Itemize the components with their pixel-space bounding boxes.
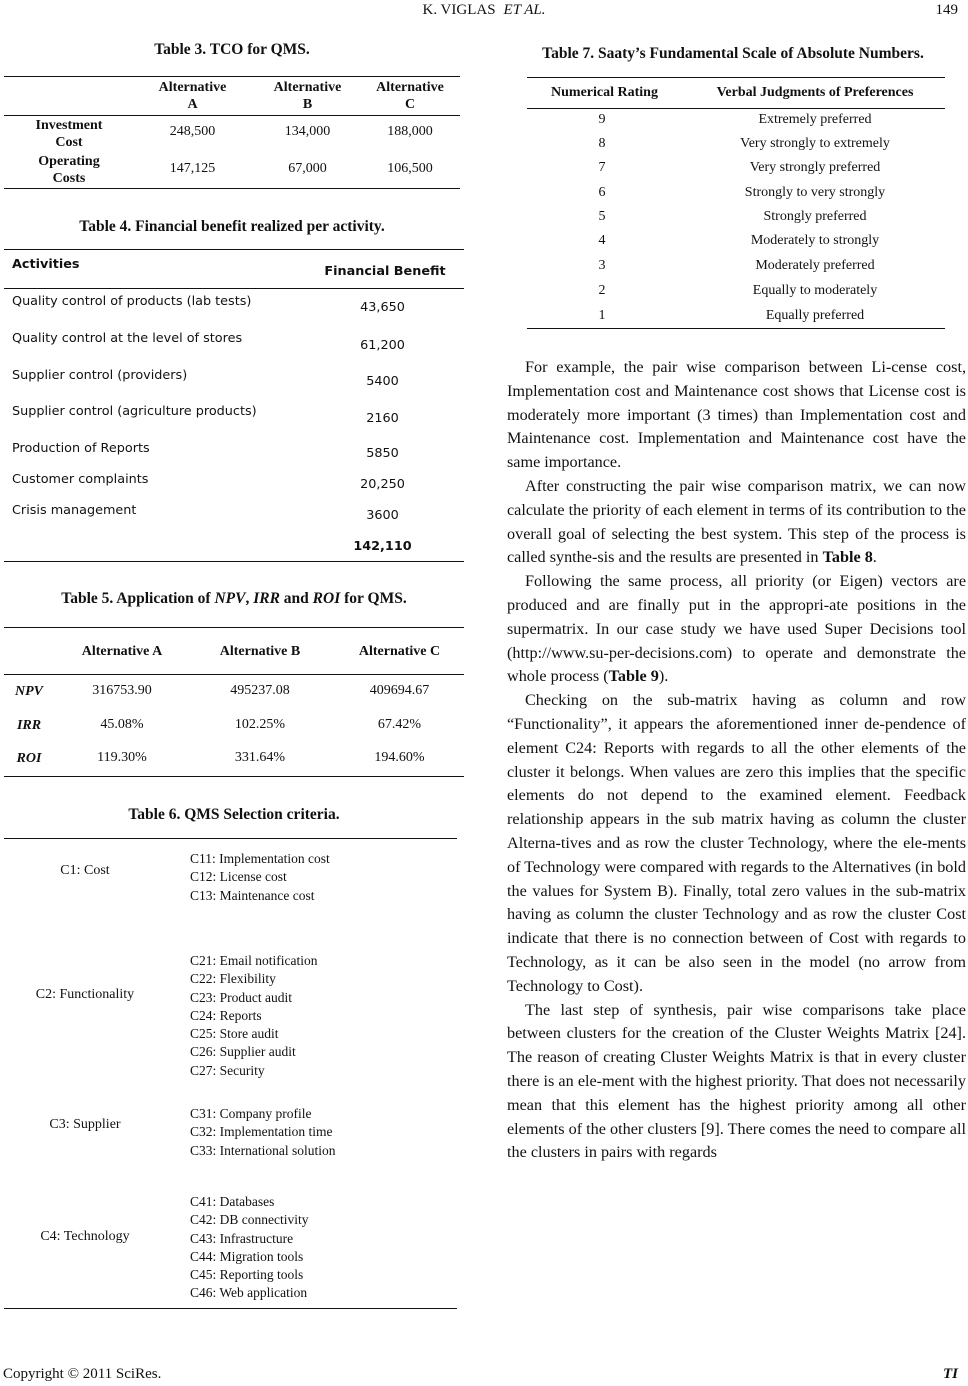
- criterion: C32: Implementation time: [190, 1124, 333, 1140]
- criterion: C42: DB connectivity: [190, 1212, 309, 1228]
- criterion: C33: International solution: [190, 1142, 336, 1158]
- page-number: 149: [935, 2, 958, 18]
- table-5-cell: 119.30%: [97, 750, 147, 765]
- table-4-activity: Customer complaints: [12, 472, 149, 487]
- table-3-cell: 248,500: [169, 124, 216, 139]
- table-7-verbal: Very strongly to extremely: [740, 136, 890, 151]
- criterion: C41: Databases: [190, 1194, 275, 1209]
- table-7-rating: 8: [598, 136, 606, 151]
- table-7-rating: 1: [598, 308, 606, 323]
- table-5-col: Alternative A: [81, 644, 163, 659]
- table-4-benefit: 3600: [366, 508, 399, 523]
- table-7-header-rule: [527, 108, 945, 109]
- table-7-rating: 3: [598, 258, 606, 273]
- table-7-verbal: Extremely preferred: [758, 112, 872, 127]
- table-7-col-rating: Numerical Rating: [551, 85, 658, 100]
- table-4-benefit: 61,200: [360, 338, 405, 353]
- table-4-caption: Table 4. Financial benefit realized per activity.: [79, 218, 385, 235]
- table-6-top-rule: [4, 838, 457, 839]
- table-6-group-name: C2: Functionality: [35, 987, 135, 1002]
- table-5-row-label: NPV: [15, 684, 43, 699]
- table-5-col: Alternative B: [219, 644, 301, 659]
- table-3-cell: 67,000: [288, 161, 327, 176]
- body-text: [507, 356, 966, 1165]
- copyright: Copyright © 2011 SciRes.: [3, 1366, 162, 1382]
- criterion: C45: Reporting tools: [190, 1267, 304, 1283]
- paragraph: After constructing the pair wise comparison matrix, we can now calculate the priority of each element in terms of its contribution to the overall goal of selecting the best system. This step of the process is called synthe-sis and the results are presented in Table 8.: [507, 476, 966, 567]
- table-4-activity: Supplier control (agriculture products): [12, 404, 257, 419]
- table-4-benefit: 2160: [366, 411, 399, 426]
- table-3-col-c: Alternative C: [376, 80, 444, 112]
- table-4-activity: Quality control of products (lab tests): [12, 294, 252, 309]
- table-3-row-label: Operating Costs: [38, 154, 100, 186]
- table-6-group-name: C3: Supplier: [49, 1117, 121, 1132]
- table-3-cell: 188,000: [387, 124, 433, 139]
- table-4-activity: Supplier control (providers): [12, 368, 188, 383]
- criterion: C22: Flexibility: [190, 971, 276, 987]
- table-6-bottom-rule: [4, 1308, 457, 1309]
- table-6-group-items: [190, 1193, 309, 1303]
- table-5-cell: 495237.08: [230, 683, 290, 698]
- table-4-benefit: 43,650: [360, 300, 405, 315]
- table-6-group-items: [190, 952, 317, 1080]
- criterion: C21: Email notification: [190, 953, 318, 968]
- table-3-cell: 134,000: [284, 124, 331, 139]
- table-4-bottom-rule: [4, 561, 464, 562]
- table-5-bottom-rule: [4, 776, 464, 777]
- table-5-row-label: ROI: [16, 751, 42, 766]
- table-5-cell: 67.42%: [377, 717, 422, 732]
- criterion: C44: Migration tools: [190, 1248, 304, 1264]
- criterion: C27: Security: [190, 1062, 265, 1078]
- table-5-cell: 316753.90: [92, 683, 152, 698]
- table-3-row-label: Investment Cost: [35, 118, 103, 150]
- table-6-group-name: C4: Technology: [40, 1229, 130, 1244]
- table-3-top-rule: [4, 76, 460, 77]
- criterion: C24: Reports: [190, 1007, 262, 1023]
- table-4-header-rule: [4, 288, 464, 289]
- table-4-activity: Quality control at the level of stores: [12, 331, 243, 346]
- table-7-rating: 6: [598, 185, 606, 200]
- journal-abbrev: TI: [943, 1366, 958, 1382]
- table-7-verbal: Moderately to strongly: [750, 233, 880, 248]
- table-7-verbal: Very strongly preferred: [749, 160, 881, 175]
- table-4-benefit: 5400: [366, 374, 399, 389]
- table-7-bottom-rule: [527, 328, 945, 329]
- table-6-group-items: [190, 850, 330, 905]
- table-7-rating: 5: [598, 209, 606, 224]
- table-ref: Table 9: [608, 667, 659, 686]
- table-3-cell: 147,125: [169, 161, 216, 176]
- table-3-col-a: Alternative A: [158, 80, 227, 112]
- table-7-caption: Table 7. Saaty’s Fundamental Scale of Absolute Numbers.: [542, 45, 924, 62]
- table-4-benefit: 5850: [366, 446, 399, 461]
- table-5-cell: 409694.67: [369, 683, 430, 698]
- table-5-col: Alternative C: [358, 644, 441, 659]
- table-5-header-rule: [4, 674, 464, 675]
- table-5-cell: 331.64%: [234, 750, 286, 765]
- table-7-rating: 7: [598, 160, 606, 175]
- paragraph: Following the same process, all priority (or Eigen) vectors are produced and are finally put in the appropri-ate positions in the supermatrix. In our case study we have used Super Decisions tool (http://www.su-per-decisions.com) to operate and demonstrate the whole process (Table 9).: [507, 572, 966, 686]
- criterion: C23: Product audit: [190, 989, 292, 1005]
- table-4-col-benefit: Financial Benefit: [324, 264, 446, 279]
- table-7-verbal: Strongly preferred: [763, 209, 867, 224]
- table-5-top-rule: [4, 627, 464, 628]
- criterion: C13: Maintenance cost: [190, 887, 315, 903]
- paragraph: The last step of synthesis, pair wise comparisons take place between clusters for the creation of the Cluster Weights Matrix [24]. The reason of creating Cluster Weights Matrix is that in every cluster there is an ele-ment with the highest priority. That does not necessarily mean that this element has the highest priority among all other elements of the other clusters [9]. There comes the need to compare all the clusters in pairs with regards: [507, 1000, 966, 1162]
- table-4-total: 142,110: [353, 539, 412, 554]
- table-4-activity: Production of Reports: [12, 441, 150, 456]
- criterion: C26: Supplier audit: [190, 1044, 296, 1060]
- paragraph: For example, the pair wise comparison between Li-cense cost, Implementation cost and Maintenance cost shows that License cost is moderately more important (3 times) than Implementation cost and Maintenance cost. Implementation and Maintenance cost have the same importance.: [507, 358, 966, 472]
- table-4-benefit: 20,250: [360, 477, 405, 492]
- table-ref: Table 8: [822, 548, 873, 567]
- running-header: [0, 2, 968, 19]
- table-3-cell: 106,500: [387, 161, 433, 176]
- table-3-caption: Table 3. TCO for QMS.: [154, 41, 310, 58]
- table-7-verbal: Moderately preferred: [755, 258, 875, 273]
- criterion: C46: Web application: [190, 1285, 308, 1301]
- table-5-cell: 45.08%: [100, 717, 144, 732]
- table-6-caption: Table 6. QMS Selection criteria.: [128, 806, 340, 823]
- table-3-bottom-rule: [4, 188, 460, 189]
- table-5-cell: 102.25%: [234, 717, 286, 732]
- criterion: C25: Store audit: [190, 1026, 279, 1042]
- table-6-group-items: [190, 1105, 335, 1160]
- table-3-header-rule: [4, 115, 460, 116]
- table-4-col-activities: Activities: [12, 257, 80, 272]
- criterion: C11: Implementation cost: [190, 851, 330, 866]
- table-7-top-rule: [527, 77, 945, 78]
- table-5-cell: 194.60%: [374, 750, 425, 765]
- criterion: C31: Company profile: [190, 1106, 312, 1121]
- table-4-activity: Crisis management: [12, 503, 137, 518]
- table-7-verbal: Equally to moderately: [752, 283, 878, 298]
- table-7-verbal: Strongly to very strongly: [744, 185, 886, 200]
- table-7-rating: 2: [598, 283, 606, 298]
- table-7-verbal: Equally preferred: [765, 308, 865, 323]
- table-6-group-name: C1: Cost: [60, 863, 110, 878]
- header-author: K. VIGLAS: [422, 2, 496, 18]
- table-7-rating: 9: [598, 112, 606, 127]
- table-3-col-b: Alternative B: [273, 80, 342, 112]
- table-4-top-rule: [4, 249, 464, 250]
- table-7-col-verbal: Verbal Judgments of Preferences: [716, 85, 914, 100]
- criterion: C12: License cost: [190, 869, 287, 885]
- table-5-caption: Table 5. Application of NPV, IRR and ROI for QMS.: [61, 590, 407, 607]
- paragraph: Checking on the sub-matrix having as column and row “Functionality”, it appears the aforementioned inner de-pendence of element C24: Reports with regards to all the other elements of the cluster it belongs. When values are zero this implies that the specific elements do not depend to the examined element. Feedback relationship appears in the sub matrix having as column the cluster Alterna-tives and as row the cluster Technology, where the ele-ments of Technology were compared with regards to the Alternatives (in bold the values for System B). Finally, total zero values in the sub-matrix having as column the cluster Technology and as row the cluster Cost indicate that there is no connection between of Cost with regards to Technology, as it can be also seen in the model (no arrow from Technology to Cost).: [507, 691, 966, 995]
- header-etal: ET AL.: [503, 2, 546, 18]
- criterion: C43: Infrastructure: [190, 1230, 294, 1246]
- table-5-row-label: IRR: [16, 718, 42, 733]
- table-7-rating: 4: [598, 233, 606, 248]
